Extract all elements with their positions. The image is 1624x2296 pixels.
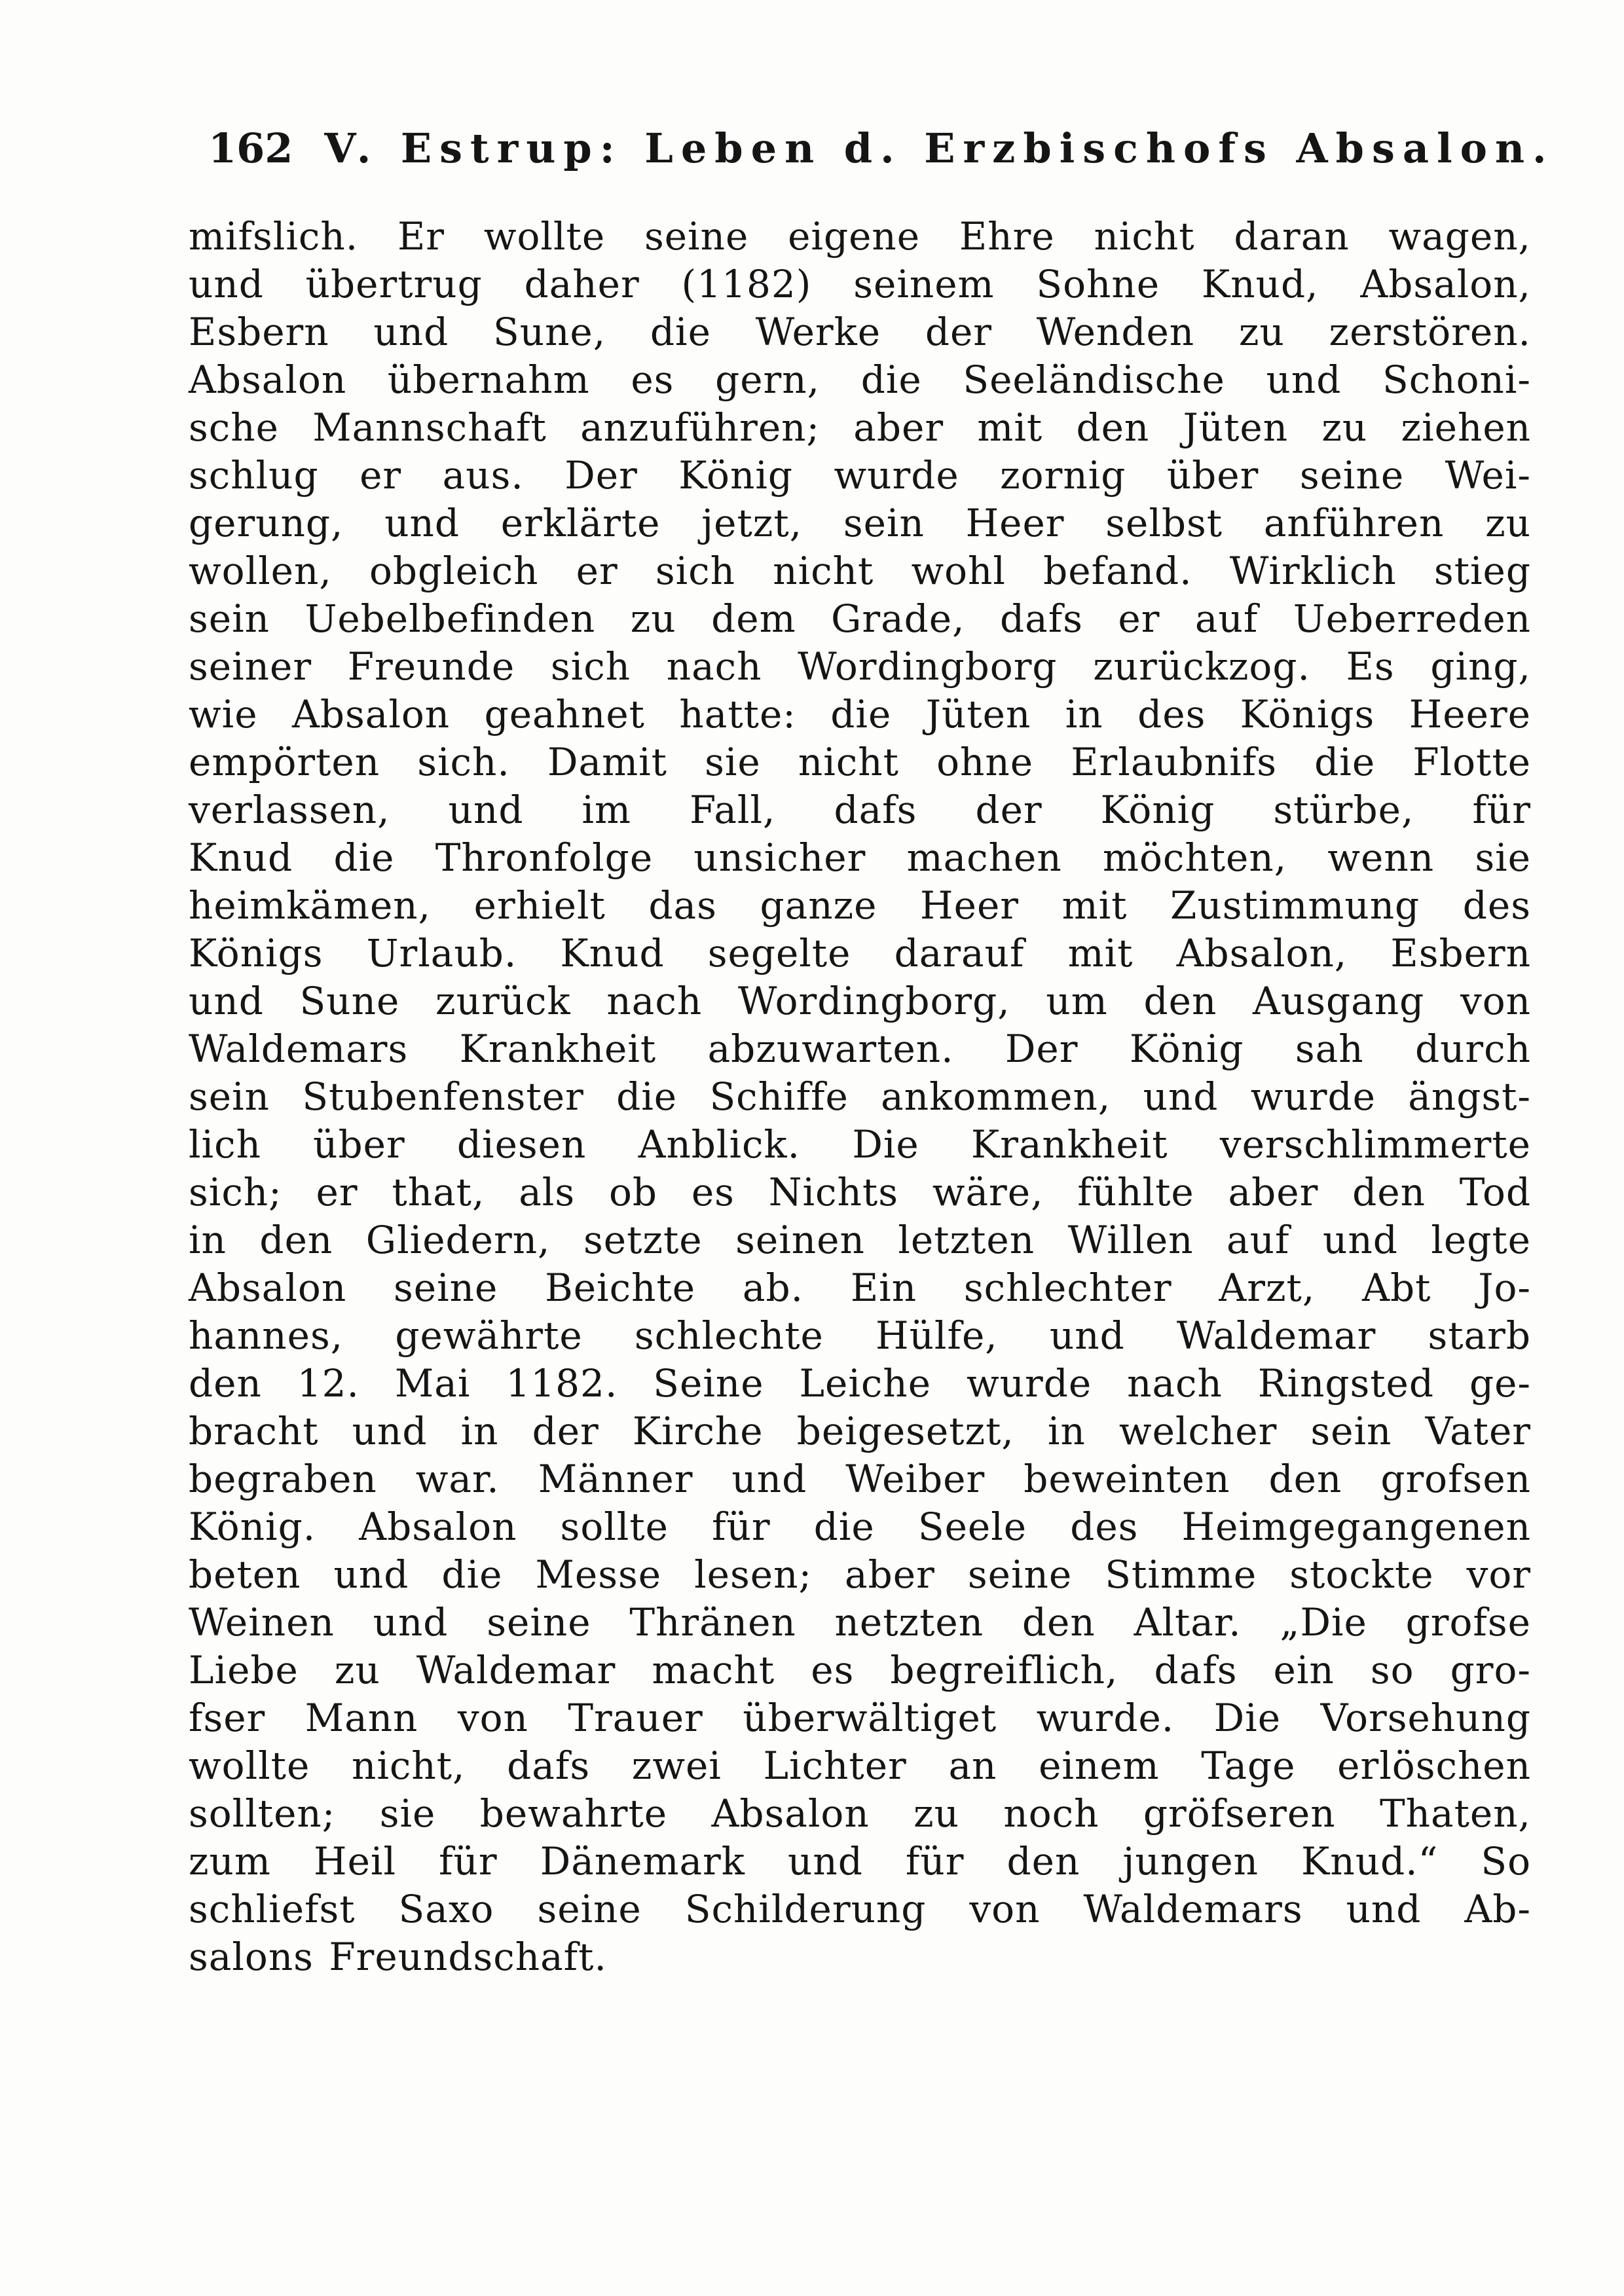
text-line: heimkämen, erhielt das ganze Heer mit Zustimmung des bbox=[189, 883, 1531, 928]
text-line: verlassen, und im Fall, dafs der König stürbe, für bbox=[189, 788, 1531, 832]
text-line: wollte nicht, dafs zwei Lichter an einem Tage erlöschen bbox=[189, 1743, 1531, 1788]
text-line: empörten sich. Damit sie nicht ohne Erlaubnifs die Flotte bbox=[189, 740, 1531, 784]
text-line: Knud die Thronfolge unsicher machen möchten, wenn sie bbox=[189, 835, 1531, 880]
text-line: fser Mann von Trauer überwältiget wurde. Die Vorsehung bbox=[189, 1696, 1531, 1740]
text-line: lich über diesen Anblick. Die Krankheit verschlimmerte bbox=[189, 1122, 1531, 1167]
text-line: hannes, gewährte schlechte Hülfe, und Waldemar starb bbox=[189, 1313, 1531, 1358]
text-line: sein Stubenfenster die Schiffe ankommen, und wurde ängst- bbox=[189, 1074, 1531, 1119]
text-line: schliefst Saxo seine Schilderung von Waldemars und Ab- bbox=[189, 1887, 1531, 1931]
text-line: sollten; sie bewahrte Absalon zu noch gröfseren Thaten, bbox=[189, 1791, 1531, 1836]
page-header bbox=[208, 124, 1555, 172]
text-line: den 12. Mai 1182. Seine Leiche wurde nach Ringsted ge- bbox=[189, 1361, 1531, 1406]
text-line: salons Freundschaft. bbox=[189, 1935, 607, 1979]
text-line: und übertrug daher (1182) seinem Sohne Knud, Absalon, bbox=[189, 262, 1531, 306]
text-line: mifslich. Er wollte seine eigene Ehre nicht daran wagen, bbox=[189, 214, 1531, 259]
text-line: begraben war. Männer und Weiber beweinten den grofsen bbox=[189, 1457, 1531, 1501]
text-line: Liebe zu Waldemar macht es begreiflich, dafs ein so gro- bbox=[189, 1648, 1531, 1692]
text-line: und Sune zurück nach Wordingborg, um den Ausgang von bbox=[189, 979, 1531, 1023]
text-line: Absalon seine Beichte ab. Ein schlechter Arzt, Abt Jo- bbox=[189, 1266, 1531, 1310]
text-line: sche Mannschaft anzuführen; aber mit den Jüten zu ziehen bbox=[189, 405, 1531, 450]
running-title: V. Estrup: Leben d. Erzbischofs Absalon. bbox=[324, 124, 1555, 172]
text-line: Königs Urlaub. Knud segelte darauf mit Absalon, Esbern bbox=[189, 931, 1531, 975]
text-line: schlug er aus. Der König wurde zornig über seine Wei- bbox=[189, 453, 1531, 498]
text-line: sein Uebelbefinden zu dem Grade, dafs er auf Ueberreden bbox=[189, 596, 1531, 641]
text-line: sich; er that, als ob es Nichts wäre, fühlte aber den Tod bbox=[189, 1170, 1531, 1214]
text-line: König. Absalon sollte für die Seele des Heimgegangenen bbox=[189, 1504, 1531, 1549]
text-line: bracht und in der Kirche beigesetzt, in welcher sein Vater bbox=[189, 1409, 1531, 1453]
text-line: Weinen und seine Thränen netzten den Altar. „Die grofse bbox=[189, 1600, 1531, 1645]
page-number: 162 bbox=[208, 124, 293, 172]
text-line: seiner Freunde sich nach Wordingborg zurückzog. Es ging, bbox=[189, 644, 1531, 689]
text-line: Absalon übernahm es gern, die Seeländische und Schoni- bbox=[189, 357, 1531, 402]
text-line: wollen, obgleich er sich nicht wohl befand. Wirklich stieg bbox=[189, 549, 1531, 593]
text-line: in den Gliedern, setzte seinen letzten Willen auf und legte bbox=[189, 1218, 1531, 1262]
text-line: Esbern und Sune, die Werke der Wenden zu zerstören. bbox=[189, 310, 1531, 354]
text-line: beten und die Messe lesen; aber seine Stimme stockte vor bbox=[189, 1552, 1531, 1597]
text-line: zum Heil für Dänemark und für den jungen Knud.“ So bbox=[189, 1839, 1531, 1884]
text-line: wie Absalon geahnet hatte: die Jüten in des Königs Heere bbox=[189, 692, 1531, 737]
text-line: gerung, und erklärte jetzt, sein Heer selbst anführen zu bbox=[189, 501, 1531, 545]
body-text bbox=[189, 213, 1531, 1981]
text-line: Waldemars Krankheit abzuwarten. Der König sah durch bbox=[189, 1027, 1531, 1071]
